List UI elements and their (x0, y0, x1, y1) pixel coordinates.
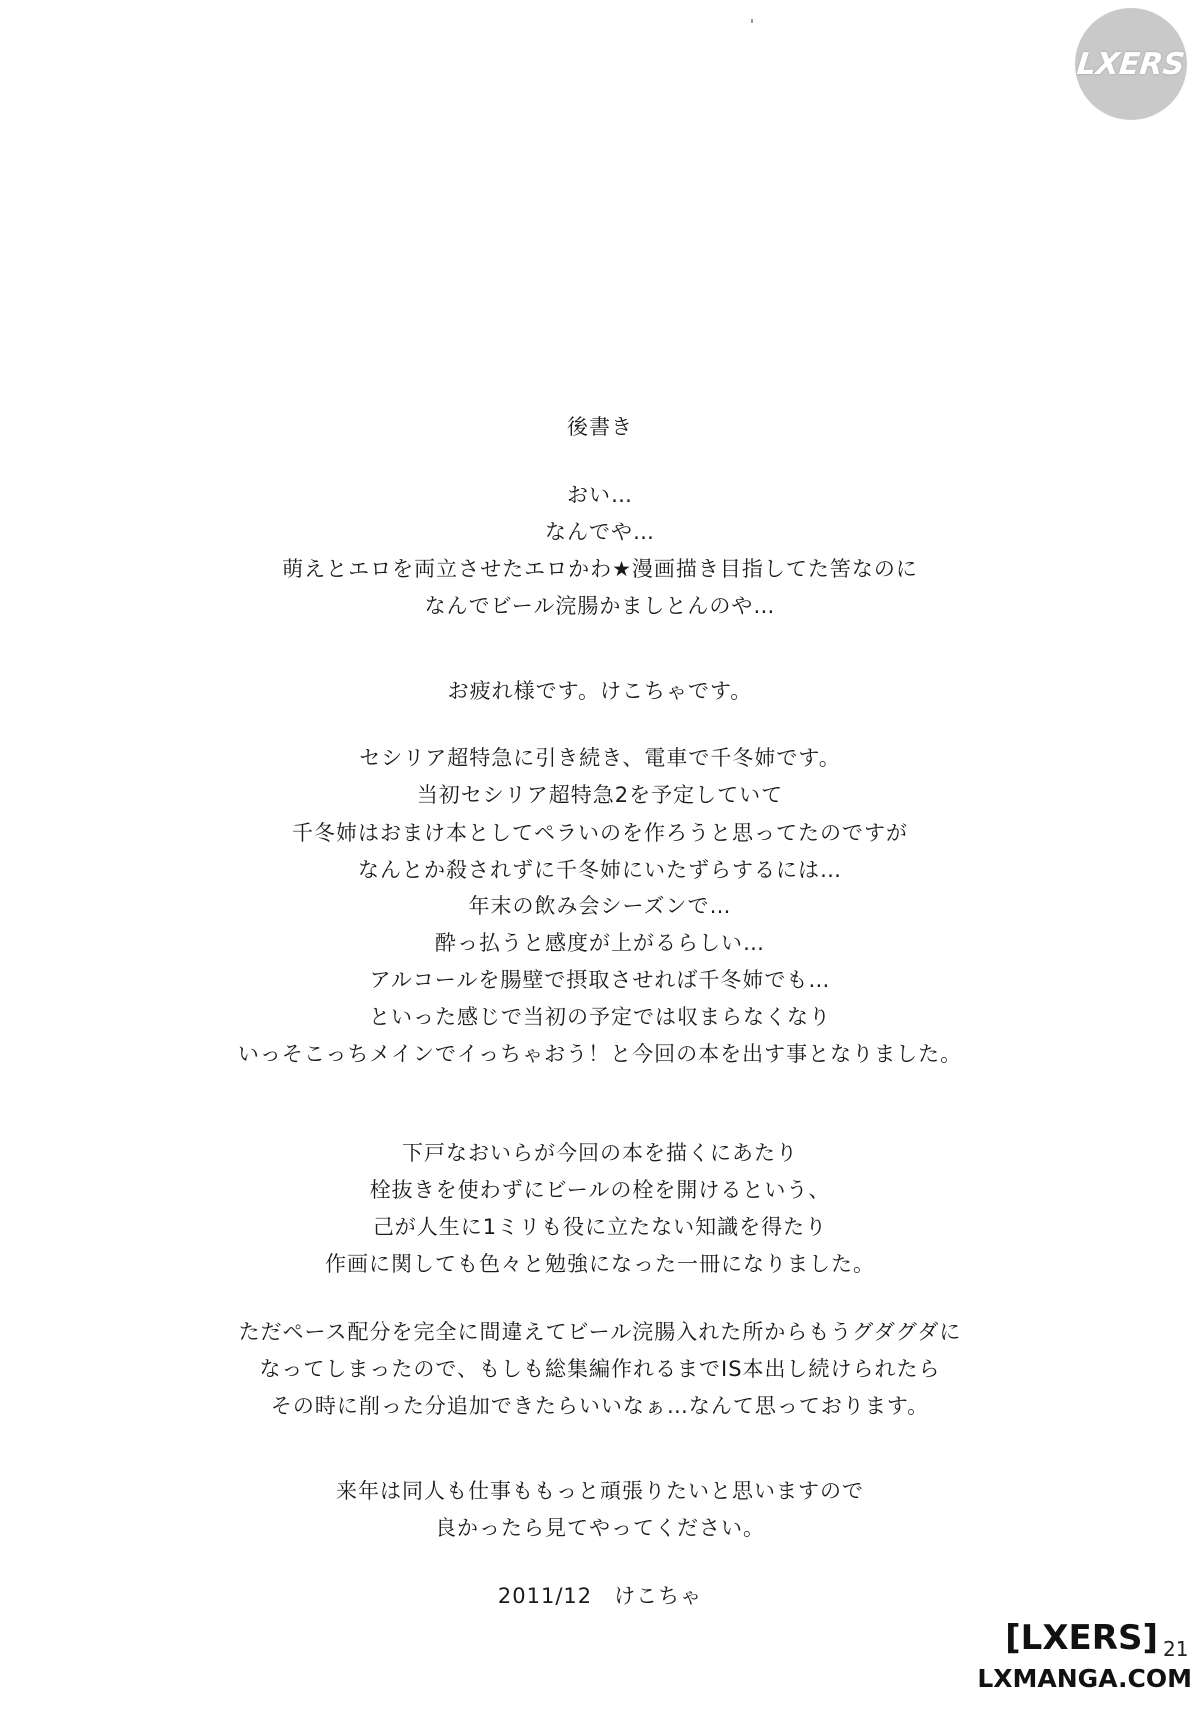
afterword-line: 下戸なおいらが今回の本を描くにあたり (402, 1141, 798, 1165)
lxers-logo-text: LXERS (1075, 46, 1187, 82)
afterword-line: 作画に関しても色々と勉強になった一冊になりました。 (325, 1252, 875, 1276)
afterword-line: ただペース配分を完全に間違えてビール浣腸入れた所からもうグダグダに (238, 1320, 962, 1344)
afterword-line: 年末の飲み会シーズンで… (468, 894, 732, 918)
afterword-line: 来年は同人も仕事ももっと頑張りたいと思いますので (336, 1479, 864, 1503)
afterword-line: いっそこっちメインでイっちゃおう！と今回の本を出す事となりました。 (237, 1042, 963, 1066)
afterword-line: お疲れ様です。けこちゃです。 (447, 679, 753, 703)
afterword-line: その時に削った分追加できたらいいなぁ…なんて思っております。 (270, 1394, 930, 1418)
afterword-line: 酔っ払うと感度が上がるらしい… (435, 931, 765, 955)
afterword-line: 千冬姉はおまけ本としてペラいのを作ろうと思ってたのですが (292, 821, 908, 845)
afterword-line: 己が人生に1ミリも役に立たない知識を得たり (372, 1215, 828, 1239)
afterword-line: 萌えとエロを両立させたエロかわ★漫画描き目指してた筈なのに (282, 557, 918, 581)
afterword-signature: 2011/12 けこちゃ (497, 1584, 703, 1608)
footer-domain-text: LXMANGA.COM (977, 1664, 1192, 1693)
afterword-title: 後書き (567, 415, 633, 439)
afterword-line: 良かったら見てやってください。 (435, 1516, 765, 1540)
afterword-line: 栓抜きを使わずにビールの栓を開けるという、 (369, 1178, 831, 1202)
afterword-line: なってしまったので、もしも総集編作れるまでIS本出し続けられたら (259, 1357, 941, 1381)
afterword-line: なんでや… (545, 520, 655, 544)
afterword-line: おい… (567, 483, 633, 507)
afterword-line: なんとか殺されずに千冬姉にいたずらするには… (358, 858, 842, 882)
footer-brand-text: [LXERS] (1005, 1618, 1158, 1658)
afterword-line: といった感じで当初の予定では収まらなくなり (369, 1005, 831, 1029)
page-number: 21 (1163, 1637, 1189, 1661)
lxers-logo (1075, 8, 1187, 120)
afterword-line: 当初セシリア超特急2を予定していて (416, 783, 784, 807)
afterword-line: なんでビール浣腸かましとんのや… (424, 594, 776, 618)
scan-speck (751, 19, 753, 23)
afterword-line: セシリア超特急に引き続き、電車で千冬姉です。 (359, 746, 841, 770)
afterword-line: アルコールを腸壁で摂取させれば千冬姉でも… (369, 968, 831, 992)
